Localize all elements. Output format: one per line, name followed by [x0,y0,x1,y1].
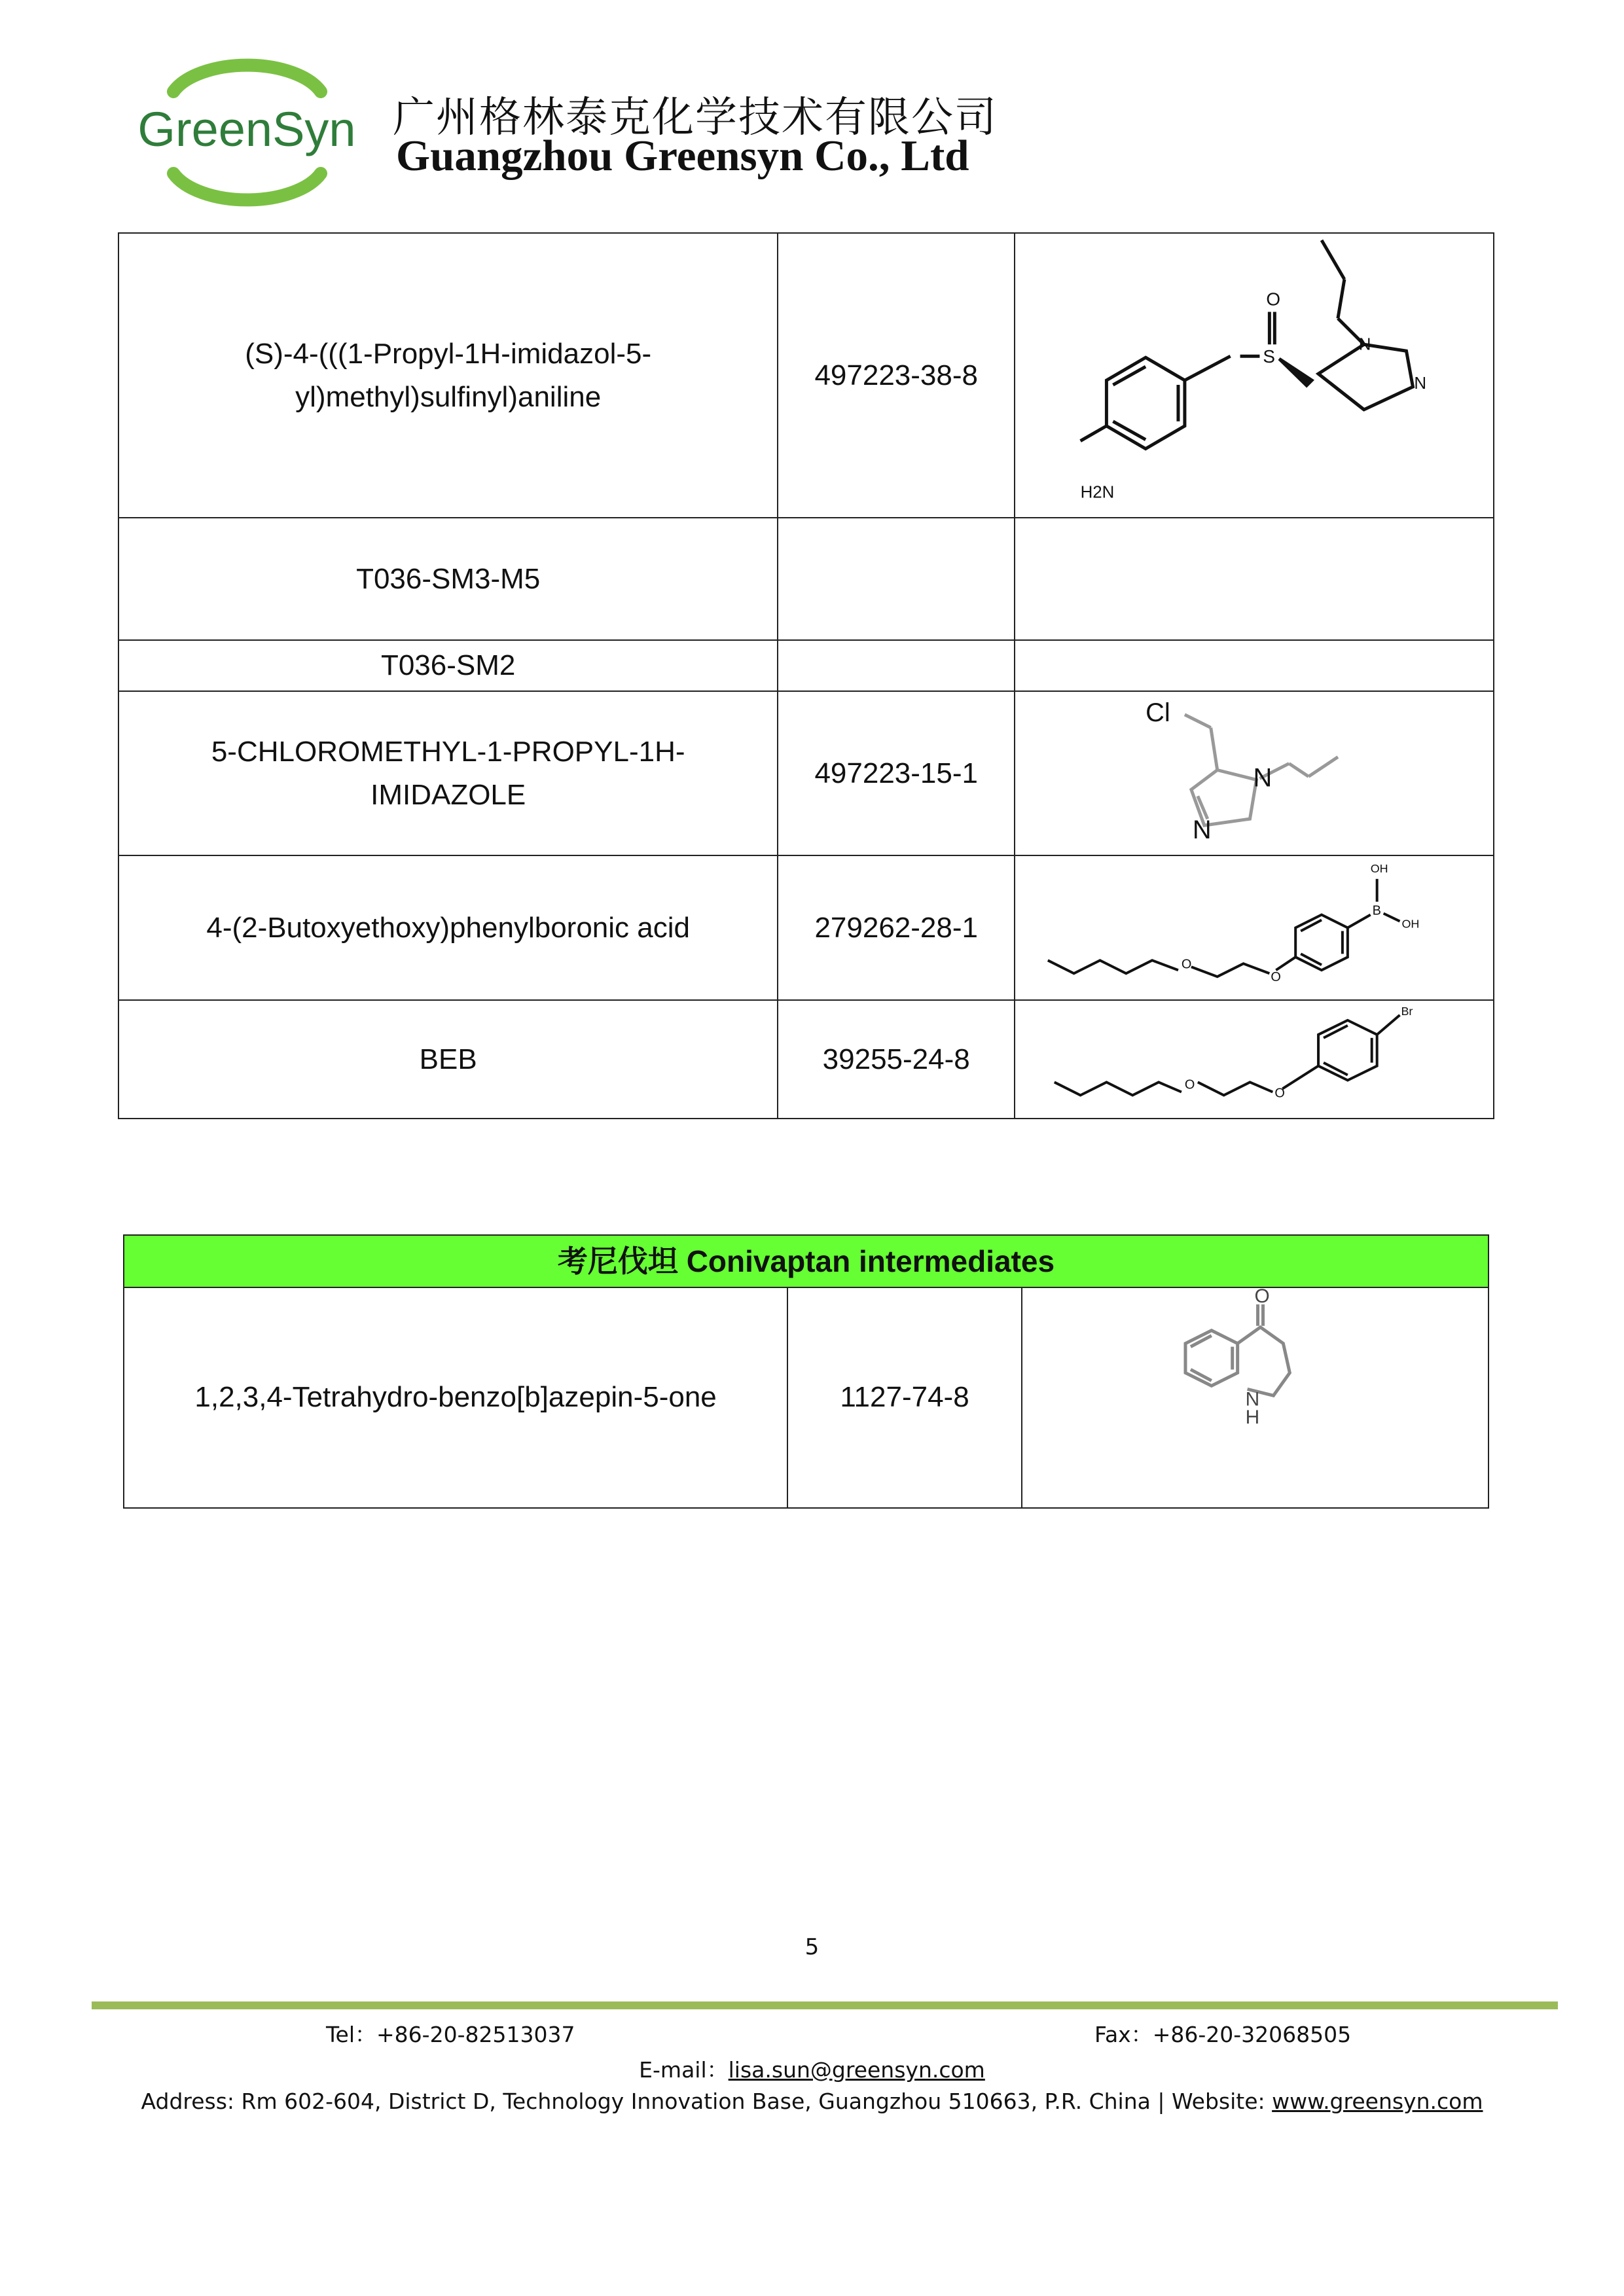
company-name-english: Guangzhou Greensyn Co., Ltd [396,132,969,180]
compound-name: T036-SM3-M5 [118,518,778,640]
compound-name: 4-(2-Butoxyethoxy)phenylboronic acid [118,855,778,1000]
compound-name: 1,2,3,4-Tetrahydro-benzo[b]azepin-5-one [124,1287,787,1508]
structure-sulfinyl-aniline-imidazole [1015,234,1493,517]
logo-text: GreenSyn [137,102,356,156]
svg-text:Cl: Cl [1146,698,1170,727]
structure-cell [1015,691,1494,855]
cas-number: 39255-24-8 [778,1000,1015,1119]
structure-cell [1015,1000,1494,1119]
compound-name: T036-SM2 [118,640,778,691]
cas-number [778,518,1015,640]
svg-text:N: N [1358,335,1371,354]
svg-text:O: O [1184,1077,1195,1092]
footer-divider [92,2001,1558,2009]
email-line: E-mail：lisa.sun@greensyn.com [639,2057,985,2083]
svg-text:O: O [1254,1288,1270,1307]
svg-text:O: O [1182,957,1192,972]
structure-cell [1015,855,1494,1000]
structure-tetrahydro-benzazepinone [1022,1288,1488,1507]
telephone: Tel：+86-20-82513037 [326,2022,575,2047]
table-row [118,691,1494,855]
intermediates-table [118,232,1494,1119]
svg-text:B: B [1372,903,1382,918]
svg-text:O: O [1274,1086,1285,1101]
svg-text:H: H [1245,1407,1260,1429]
table-row [118,855,1494,1000]
website-link[interactable]: www.greensyn.com [1272,2089,1483,2114]
svg-text:S: S [1263,346,1276,367]
cas-number: 497223-38-8 [778,233,1015,518]
fax: Fax：+86-20-32068505 [1094,2022,1352,2047]
conivaptan-intermediates-table [123,1234,1489,1509]
compound-name: 5-CHLOROMETHYL-1-PROPYL-1H- IMIDAZOLE [118,691,778,855]
cas-number: 1127-74-8 [787,1287,1022,1508]
company-name-chinese: 广州格林泰克化学技术有限公司 [393,94,998,142]
table-row [118,640,1494,691]
compound-name: (S)-4-(((1-Propyl-1H-imidazol-5- yl)methyl)sulfinyl)aniline [118,233,778,518]
greensyn-logo [134,49,360,216]
svg-text:OH: OH [1401,917,1420,931]
structure-butoxyethoxy-bromobenzene [1015,1001,1493,1118]
structure-cell [1015,233,1494,518]
cas-number [778,640,1015,691]
svg-text:N: N [1245,1388,1260,1410]
table-row [124,1287,1489,1508]
svg-text:Br: Br [1401,1005,1413,1018]
table-row [118,233,1494,518]
compound-name: BEB [118,1000,778,1119]
structure-cell [1022,1287,1489,1508]
svg-text:N: N [1414,374,1427,393]
structure-cell [1015,518,1494,640]
address-line: Address: Rm 602-604, District D, Technology Innovation Base, Guangzhou 510663, P.R. China | Website: www.greensyn.com [141,2089,1483,2114]
cas-number: 279262-28-1 [778,855,1015,1000]
svg-text:N: N [1192,816,1212,845]
section-title: 考尼伐坦 Conivaptan intermediates [124,1235,1489,1287]
svg-text:H2N: H2N [1080,483,1115,502]
cas-number: 497223-15-1 [778,691,1015,855]
email-link[interactable]: lisa.sun@greensyn.com [728,2057,985,2083]
table-row [118,1000,1494,1119]
svg-text:N: N [1253,763,1272,793]
svg-text:O: O [1271,970,1281,985]
table-row [118,518,1494,640]
structure-butoxyethoxy-phenylboronic-acid [1015,856,1493,999]
svg-text:OH: OH [1370,862,1388,876]
page-number: 5 [804,1934,820,1960]
svg-text:O: O [1266,289,1281,310]
structure-cell [1015,640,1494,691]
structure-chloromethyl-propyl-imidazole [1015,692,1493,855]
